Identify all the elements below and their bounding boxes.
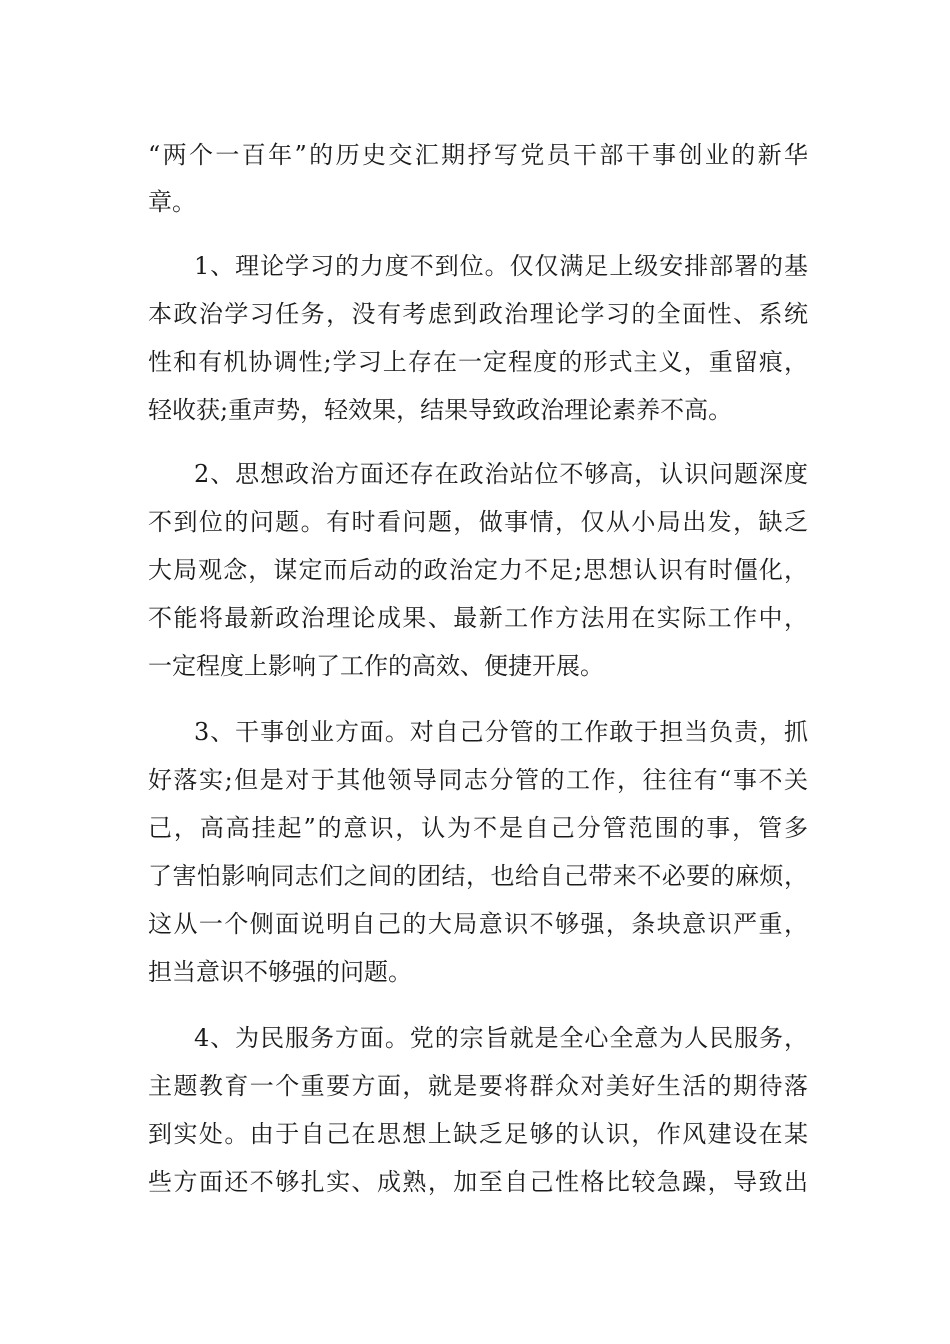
paragraph-0-line-1: 章。 <box>148 188 196 216</box>
paragraph-3-line-1: 好落实;但是对于其他领导同志分管的工作，往往有“事不关 <box>148 766 808 794</box>
paragraph-3-line-4: 这从一个侧面说明自己的大局意识不够强，条块意识严重， <box>148 910 808 938</box>
paragraph-1-line-2: 性和有机协调性;学习上存在一定程度的形式主义，重留痕， <box>148 348 808 376</box>
paragraph-1-line-1: 本政治学习任务，没有考虑到政治理论学习的全面性、系统 <box>148 300 808 328</box>
paragraph-1-line-3: 轻收获;重声势，轻效果，结果导致政治理论素养不高。 <box>148 396 733 424</box>
paragraph-3-line-0: 3、干事创业方面。对自己分管的工作敢于担当负责，抓 <box>194 718 808 746</box>
paragraph-2-line-0: 2、思想政治方面还存在政治站位不够高，认识问题深度 <box>194 460 808 488</box>
paragraph-0-line-0: “两个一百年”的历史交汇期抒写党员干部干事创业的新华 <box>148 141 808 169</box>
paragraph-4-line-2: 到实处。由于自己在思想上缺乏足够的认识，作风建设在某 <box>148 1120 808 1148</box>
paragraph-4-line-3: 些方面还不够扎实、成熟，加至自己性格比较急躁，导致出 <box>148 1168 808 1196</box>
paragraph-2-line-1: 不到位的问题。有时看问题，做事情，仅从小局出发，缺乏 <box>148 508 808 536</box>
paragraph-3-line-5: 担当意识不够强的问题。 <box>148 958 412 986</box>
paragraph-2-line-4: 一定程度上影响了工作的高效、便捷开展。 <box>148 652 604 680</box>
paragraph-4-line-1: 主题教育一个重要方面，就是要将群众对美好生活的期待落 <box>148 1072 808 1100</box>
paragraph-3-line-3: 了害怕影响同志们之间的团结，也给自己带来不必要的麻烦， <box>148 862 808 890</box>
paragraph-4-line-0: 4、为民服务方面。党的宗旨就是全心全意为人民服务， <box>194 1024 808 1052</box>
paragraph-2-line-2: 大局观念，谋定而后动的政治定力不足;思想认识有时僵化， <box>148 556 808 584</box>
paragraph-2-line-3: 不能将最新政治理论成果、最新工作方法用在实际工作中， <box>148 604 808 632</box>
paragraph-1-line-0: 1、理论学习的力度不到位。仅仅满足上级安排部署的基 <box>194 252 808 280</box>
paragraph-3-line-2: 己，高高挂起”的意识，认为不是自己分管范围的事，管多 <box>148 814 808 842</box>
